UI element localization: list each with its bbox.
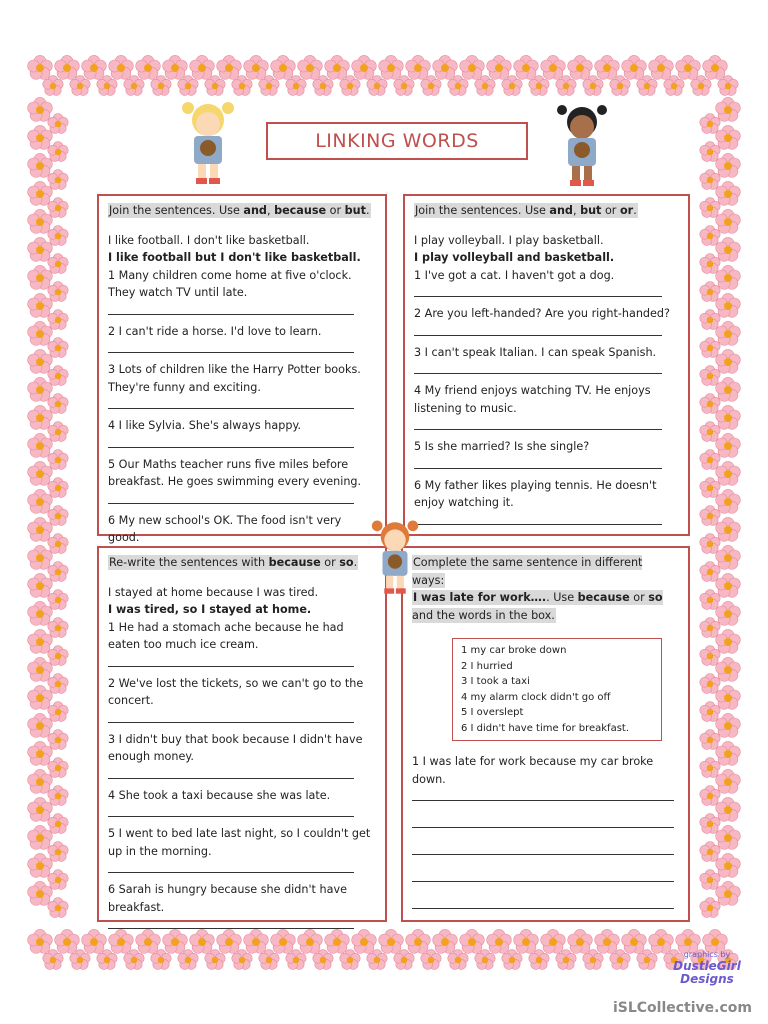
flower-icon: [28, 929, 53, 953]
flower-icon: [298, 929, 323, 953]
answer-line[interactable]: [108, 396, 354, 409]
flower-icon: [28, 209, 53, 233]
flower-icon: [28, 573, 53, 597]
answer-line[interactable]: [414, 323, 662, 336]
word-box-item: 3 I took a taxi: [461, 676, 530, 687]
answer-line[interactable]: [108, 766, 354, 779]
flower-icon: [716, 97, 741, 121]
credit-name: DustleGirl: [673, 959, 741, 973]
flower-icon: [716, 377, 741, 401]
flower-icon: [28, 489, 53, 513]
instruction-text: Join the sentences. Use: [109, 204, 244, 217]
exercise-item: 3 I didn't buy that book because I didn't have enough money.: [108, 732, 363, 763]
flower-icon: [28, 405, 53, 429]
flower-icon: [48, 590, 68, 610]
flower-icon: [700, 646, 720, 666]
flower-icon: [48, 730, 68, 750]
flower-icon: [716, 125, 741, 149]
example-answer: I play volleyball and basketball.: [414, 251, 615, 264]
flower-icon: [700, 366, 720, 386]
flower-icon: [716, 545, 741, 569]
flower-icon: [568, 55, 593, 79]
flower-icon: [244, 929, 269, 953]
flower-icon: [460, 929, 485, 953]
exercise-item: 5 Our Maths teacher runs five miles before breakfast. He goes swimming every evening.: [108, 457, 362, 488]
flower-icon: [48, 702, 68, 722]
answer-line[interactable]: [412, 869, 674, 882]
flower-icon: [700, 842, 720, 862]
answer-line[interactable]: [108, 435, 354, 448]
answer-line[interactable]: [412, 788, 674, 801]
instruction-text: Join the sentences. Use: [415, 204, 550, 217]
flower-icon: [433, 55, 458, 79]
flower-icon: [406, 929, 431, 953]
exercise-item: 4 I like Sylvia. She's always happy.: [108, 419, 302, 432]
flower-icon: [28, 181, 53, 205]
flower-icon: [82, 55, 107, 79]
example-answer: I like football but I don't like basketball.: [108, 251, 361, 264]
flower-icon: [48, 114, 68, 134]
flower-icon: [271, 55, 296, 79]
flower-icon: [716, 265, 741, 289]
flower-icon: [48, 226, 68, 246]
flower-icon: [700, 618, 720, 638]
flower-icon: [48, 338, 68, 358]
flower-icon: [379, 55, 404, 79]
flower-icon: [48, 870, 68, 890]
answer-line[interactable]: [414, 512, 662, 525]
exercise-item: 2 Are you left-handed? Are you right-handed?: [414, 307, 670, 320]
flower-icon: [48, 478, 68, 498]
flower-icon: [48, 562, 68, 582]
answer-line[interactable]: [108, 340, 354, 353]
flower-icon: [649, 55, 674, 79]
flower-icon: [28, 265, 53, 289]
keyword: and: [549, 204, 573, 217]
flower-icon: [48, 842, 68, 862]
flower-icon: [541, 55, 566, 79]
flower-icon: [487, 929, 512, 953]
flower-icon: [703, 55, 728, 79]
exercise-item: 6 My new school's OK. The food isn't very good.: [108, 513, 342, 544]
flower-icon: [700, 478, 720, 498]
answer-line[interactable]: [108, 804, 354, 817]
flower-icon: [28, 741, 53, 765]
flower-icon: [28, 237, 53, 261]
flower-icon: [700, 282, 720, 302]
instruction-text: Re-write the sentences with: [109, 556, 269, 569]
flower-icon: [48, 310, 68, 330]
answer-line[interactable]: [108, 710, 354, 723]
flower-icon: [716, 209, 741, 233]
keyword: but: [344, 204, 366, 217]
word-box-item: 2 I hurried: [461, 660, 513, 672]
keyword: because: [577, 591, 630, 604]
panel-join-and-but-or: [403, 194, 690, 536]
flower-icon: [595, 929, 620, 953]
flower-icon: [28, 629, 53, 653]
exercise-item: 1 I've got a cat. I haven't got a dog.: [414, 268, 615, 282]
exercise-item: 3 Lots of children like the Harry Potter books. They're funny and exciting.: [108, 363, 361, 394]
flower-icon: [649, 929, 674, 953]
page-title-text: LINKING WORDS: [315, 130, 479, 152]
flower-icon: [716, 769, 741, 793]
flower-icon: [48, 422, 68, 442]
example-sentence: I like football. I don't like basketball.: [108, 233, 310, 247]
flower-icon: [716, 489, 741, 513]
example-sentence: I play volleyball. I play basketball.: [414, 233, 604, 247]
flower-icon: [48, 618, 68, 638]
flower-icon: [716, 349, 741, 373]
flower-icon: [716, 685, 741, 709]
answer-line[interactable]: [108, 491, 354, 504]
flower-icon: [298, 55, 323, 79]
panel-complete-sentence: [401, 546, 690, 922]
flower-icon: [325, 55, 350, 79]
separator: or: [629, 591, 649, 604]
graphics-credit: [672, 950, 742, 986]
flower-icon: [136, 929, 161, 953]
flower-icon: [700, 142, 720, 162]
exercise-item: 3 I can't speak Italian. I can speak Spanish.: [414, 345, 657, 359]
flower-icon: [595, 55, 620, 79]
flower-icon: [28, 461, 53, 485]
sentence-stem: I was late for work….: [413, 591, 547, 604]
flower-icon: [28, 769, 53, 793]
flower-icon: [622, 929, 647, 953]
flower-icon: [28, 321, 53, 345]
flower-icon: [163, 929, 188, 953]
flower-icon: [48, 534, 68, 554]
flower-icon: [700, 562, 720, 582]
flower-icon: [700, 534, 720, 554]
flower-icon: [55, 929, 80, 953]
answer-line[interactable]: [108, 916, 354, 929]
word-box-item: 4 my alarm clock didn't go off: [461, 691, 611, 703]
flower-icon: [716, 825, 741, 849]
flower-icon: [716, 573, 741, 597]
flower-icon: [28, 55, 53, 79]
separator: or: [320, 556, 340, 569]
flower-icon: [48, 282, 68, 302]
separator: .: [353, 556, 358, 569]
flower-icon: [48, 786, 68, 806]
separator: or: [601, 204, 620, 217]
panel-rewrite-because-so: [97, 546, 387, 922]
flower-icon: [28, 825, 53, 849]
credit-name: Designs: [680, 972, 734, 986]
flower-icon: [244, 55, 269, 79]
separator: or: [326, 204, 345, 217]
flower-icon: [700, 226, 720, 246]
flower-icon: [28, 433, 53, 457]
flower-icon: [352, 55, 377, 79]
instruction: [108, 202, 375, 220]
flower-icon: [433, 929, 458, 953]
flower-icon: [716, 629, 741, 653]
flower-icon: [700, 590, 720, 610]
flower-icon: [28, 881, 53, 905]
flower-icon: [48, 674, 68, 694]
word-box-item: 1 my car broke down: [461, 645, 567, 656]
answer-line[interactable]: [414, 361, 662, 374]
panel-join-and-because-but: [97, 194, 387, 544]
flower-icon: [28, 153, 53, 177]
flower-icon: [700, 114, 720, 134]
exercise-item: 4 My friend enjoys watching TV. He enjoys listening to music.: [414, 384, 651, 415]
flower-icon: [48, 814, 68, 834]
flower-icon: [136, 55, 161, 79]
site-brand[interactable]: iSLCollective.com: [612, 1000, 752, 1016]
flower-icon: [48, 142, 68, 162]
flower-icon: [716, 461, 741, 485]
flower-icon: [700, 170, 720, 190]
flower-icon: [700, 758, 720, 778]
flower-icon: [109, 929, 134, 953]
flower-icon: [48, 170, 68, 190]
flower-icon: [48, 366, 68, 386]
flower-icon: [700, 702, 720, 722]
flower-icon: [716, 881, 741, 905]
girl-blonde-illustration: [180, 98, 236, 190]
flower-icon: [716, 517, 741, 541]
flower-icon: [379, 929, 404, 953]
flower-icon: [541, 929, 566, 953]
flower-icon: [28, 797, 53, 821]
credit-line: graphics by: [683, 950, 731, 959]
flower-icon: [716, 433, 741, 457]
keyword: or: [619, 204, 634, 217]
example-sentence: 1 I was late for work because my car broke down.: [412, 755, 654, 786]
flower-icon: [28, 293, 53, 317]
flower-icon: [48, 646, 68, 666]
flower-icon: [700, 198, 720, 218]
answer-line[interactable]: [108, 302, 354, 315]
flower-icon: [48, 506, 68, 526]
flower-icon: [163, 55, 188, 79]
word-box: [452, 638, 662, 741]
answer-line[interactable]: [414, 456, 662, 469]
flower-icon: [28, 125, 53, 149]
flower-icon: [48, 758, 68, 778]
flower-icon: [716, 405, 741, 429]
flower-icon: [676, 55, 701, 79]
flower-icon: [190, 929, 215, 953]
keyword: so: [339, 556, 354, 569]
flower-icon: [406, 55, 431, 79]
flower-icon: [28, 685, 53, 709]
flower-icon: [55, 55, 80, 79]
flower-icon: [700, 730, 720, 750]
exercise-item: 2 I can't ride a horse. I'd love to learn.: [108, 324, 322, 338]
keyword: because: [274, 204, 327, 217]
exercise-item: 4 She took a taxi because she was late.: [108, 788, 331, 802]
instruction-text: and the words in the box.: [412, 608, 555, 622]
flower-icon: [487, 55, 512, 79]
flower-icon: [716, 237, 741, 261]
keyword: and: [243, 204, 267, 217]
answer-line[interactable]: [108, 654, 354, 667]
flower-icon: [28, 601, 53, 625]
girl-red-hair-illustration: [370, 516, 420, 600]
instruction-text: . Use: [546, 591, 578, 604]
instruction: [414, 202, 678, 220]
flower-icon: [700, 450, 720, 470]
exercise-item: 6 Sarah is hungry because she didn't have breakfast.: [108, 883, 347, 914]
word-box-item: 6 I didn't have time for breakfast.: [461, 722, 630, 734]
flower-icon: [700, 394, 720, 414]
keyword: so: [648, 591, 663, 604]
word-box-item: 5 I overslept: [461, 707, 524, 718]
exercise-item: 6 My father likes playing tennis. He doesn't enjoy watching it.: [414, 478, 657, 509]
flower-icon: [28, 517, 53, 541]
flower-icon: [716, 853, 741, 877]
flower-icon: [48, 198, 68, 218]
instruction: [108, 554, 375, 572]
flower-icon: [716, 181, 741, 205]
exercise-item: 5 I went to bed late last night, so I couldn't get up in the morning.: [108, 827, 371, 858]
answer-line[interactable]: [412, 842, 674, 855]
separator: .: [365, 204, 370, 217]
keyword: because: [268, 556, 321, 569]
flower-icon: [700, 786, 720, 806]
flower-icon: [716, 713, 741, 737]
flower-icon: [82, 929, 107, 953]
flower-icon: [190, 55, 215, 79]
flower-icon: [716, 293, 741, 317]
flower-icon: [28, 853, 53, 877]
flower-icon: [514, 929, 539, 953]
flower-icon: [716, 657, 741, 681]
flower-icon: [700, 870, 720, 890]
exercise-item: 2 We've lost the tickets, so we can't go to the concert.: [108, 676, 364, 707]
flower-icon: [109, 55, 134, 79]
flower-icon: [568, 929, 593, 953]
flower-icon: [217, 55, 242, 79]
flower-icon: [700, 338, 720, 358]
flower-icon: [716, 153, 741, 177]
flower-icon: [28, 349, 53, 373]
flower-icon: [48, 450, 68, 470]
flower-icon: [700, 422, 720, 442]
flower-icon: [28, 97, 53, 121]
flower-icon: [48, 254, 68, 274]
flower-icon: [716, 601, 741, 625]
example-sentence: I stayed at home because I was tired.: [108, 585, 319, 599]
flower-icon: [700, 674, 720, 694]
separator: ,: [266, 204, 275, 217]
flower-icon: [700, 254, 720, 274]
answer-line[interactable]: [414, 417, 662, 430]
flower-icon: [48, 898, 68, 918]
exercise-item: 1 He had a stomach ache because he had eaten too much ice cream.: [108, 620, 344, 651]
flower-icon: [352, 929, 377, 953]
flower-icon: [28, 657, 53, 681]
flower-icon: [460, 55, 485, 79]
flower-icon: [700, 506, 720, 526]
flower-icon: [716, 741, 741, 765]
instruction-text: Complete the same sentence in different ways:: [412, 556, 643, 587]
separator: .: [633, 204, 637, 217]
page-title: [266, 122, 528, 160]
flower-icon: [217, 929, 242, 953]
flower-icon: [700, 898, 720, 918]
keyword: but: [580, 204, 602, 217]
flower-icon: [622, 55, 647, 79]
separator: ,: [572, 204, 581, 217]
flower-icon: [700, 814, 720, 834]
example-answer: I was tired, so I stayed at home.: [108, 603, 312, 616]
flower-icon: [325, 929, 350, 953]
flower-icon: [271, 929, 296, 953]
answer-line[interactable]: [412, 896, 674, 909]
flower-icon: [514, 55, 539, 79]
flower-icon: [28, 713, 53, 737]
flower-icon: [700, 310, 720, 330]
flower-icon: [716, 321, 741, 345]
exercise-item: 5 Is she married? Is she single?: [414, 440, 590, 453]
answer-line[interactable]: [412, 815, 674, 828]
flower-icon: [28, 545, 53, 569]
girl-dark-hair-illustration: [554, 100, 610, 192]
answer-line[interactable]: [108, 860, 354, 873]
exercise-item: 1 Many children come home at five o'clock. They watch TV until late.: [108, 268, 352, 299]
answer-line[interactable]: [414, 284, 662, 297]
flower-icon: [716, 797, 741, 821]
flower-icon: [28, 377, 53, 401]
instruction: [412, 554, 678, 624]
flower-icon: [48, 394, 68, 414]
